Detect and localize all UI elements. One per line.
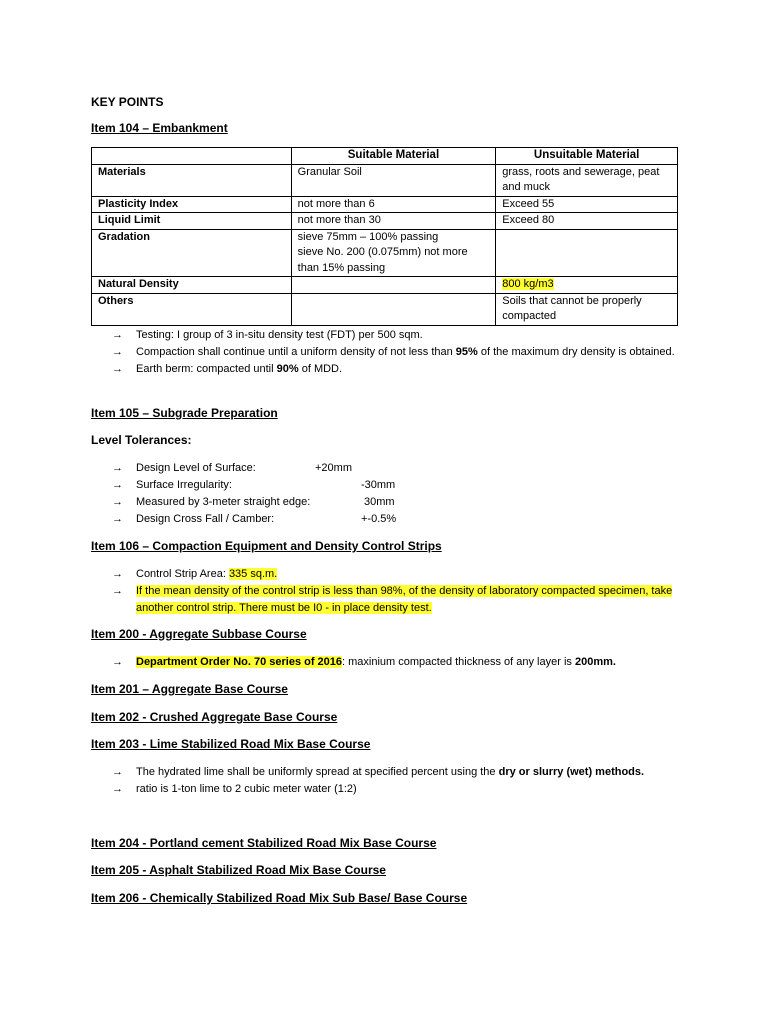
item-203-title: Item 203 - Lime Stabilized Road Mix Base Course <box>91 737 371 751</box>
table-cell-suitable: Granular Soil <box>291 164 496 196</box>
embankment-material-table <box>91 147 678 326</box>
table-cell-suitable: not more than 30 <box>291 213 496 230</box>
bullet-bold: 200mm. <box>574 656 616 668</box>
arrow-icon: → <box>112 766 123 778</box>
tolerance-value: -30mm <box>361 479 396 491</box>
bullet-text: of MDD. <box>298 363 343 375</box>
list-item <box>112 344 682 361</box>
list-item <box>112 460 682 477</box>
table-cell-unsuitable: Exceed 55 <box>496 196 678 213</box>
bullet-text: The hydrated lime shall be uniformly spread at specified percent using the <box>136 766 499 778</box>
item-105-title: Item 105 – Subgrade Preparation <box>91 406 278 420</box>
highlighted-density: 800 kg/m3 <box>502 278 554 290</box>
item-204-title: Item 204 - Portland cement Stabilized Road Mix Base Course <box>91 836 437 850</box>
list-item <box>112 327 682 344</box>
table-cell-suitable <box>291 277 496 294</box>
arrow-icon: → <box>112 479 123 491</box>
bullet-text: of the maximum dry density is obtained. <box>477 346 675 358</box>
list-item <box>112 583 682 617</box>
item-202-title: Item 202 - Crushed Aggregate Base Course <box>91 710 338 724</box>
tolerance-label: Surface Irregularity: <box>136 479 232 491</box>
tolerance-label: Design Cross Fall / Camber: <box>136 513 275 525</box>
arrow-icon: → <box>112 462 123 474</box>
level-tolerances-heading: Level Tolerances: <box>91 433 192 447</box>
highlighted-text: 335 sq.m. <box>228 568 278 580</box>
table-row-label: Materials <box>92 164 292 196</box>
table-header-suitable: Suitable Material <box>291 148 496 165</box>
table-cell-unsuitable: grass, roots and sewerage, peat and muck <box>496 164 678 196</box>
table-cell-unsuitable: Soils that cannot be properly compacted <box>496 293 678 325</box>
table-cell-suitable <box>291 229 496 277</box>
table-cell-suitable: not more than 6 <box>291 196 496 213</box>
table-header-row <box>92 148 678 165</box>
bullet-bold: 90% <box>276 363 299 375</box>
list-item <box>112 781 682 798</box>
key-points-heading: KEY POINTS <box>91 95 164 109</box>
table-cell-suitable <box>291 293 496 325</box>
table-row <box>92 196 678 213</box>
gradation-line-2: sieve No. 200 (0.075mm) not more than 15% passing <box>297 246 468 274</box>
table-row-label: Gradation <box>92 229 292 277</box>
tolerance-value: +20mm <box>315 462 352 474</box>
arrow-icon: → <box>112 346 123 358</box>
list-item <box>112 361 682 378</box>
bullet-text: Control Strip Area: <box>136 568 229 580</box>
bullet-bold: 95% <box>455 346 478 358</box>
item-106-bullets <box>112 566 682 617</box>
table-cell-unsuitable <box>496 277 678 294</box>
table-row-label: Liquid Limit <box>92 213 292 230</box>
item-104-title: Item 104 – Embankment <box>91 121 228 135</box>
table-header-unsuitable: Unsuitable Material <box>496 148 678 165</box>
tolerance-label: Design Level of Surface: <box>136 462 256 474</box>
highlighted-text: If the mean density of the control strip is less than 98%, of the density of laboratory compacted specimen, take another control strip. There must be I0 - in place density test. <box>136 585 673 614</box>
list-item <box>112 764 682 781</box>
arrow-icon: → <box>112 329 123 341</box>
item-203-bullets <box>112 764 682 798</box>
table-row-label: Others <box>92 293 292 325</box>
bullet-text: Testing: I group of 3 in-situ density test (FDT) per 500 sqm. <box>136 329 423 341</box>
table-row <box>92 164 678 196</box>
item-106-title: Item 106 – Compaction Equipment and Density Control Strips <box>91 539 442 553</box>
bullet-text: Compaction shall continue until a uniform density of not less than <box>136 346 456 358</box>
tolerance-value: +-0.5% <box>361 513 397 525</box>
arrow-icon: → <box>112 568 123 580</box>
arrow-icon: → <box>112 513 123 525</box>
list-item <box>112 566 682 583</box>
table-header-blank <box>92 148 292 165</box>
list-item <box>112 494 682 511</box>
item-206-title: Item 206 - Chemically Stabilized Road Mix Sub Base/ Base Course <box>91 891 468 905</box>
highlighted-text: Department Order No. 70 series of 2016 <box>136 656 343 668</box>
tolerance-label: Measured by 3-meter straight edge: <box>136 496 311 508</box>
table-row <box>92 277 678 294</box>
table-row <box>92 229 678 277</box>
item-104-bullets <box>112 327 682 378</box>
bullet-text: Earth berm: compacted until <box>136 363 277 375</box>
table-row <box>92 293 678 325</box>
table-row <box>92 213 678 230</box>
tolerance-list <box>112 460 682 528</box>
list-item <box>112 511 682 528</box>
item-200-title: Item 200 - Aggregate Subbase Course <box>91 627 307 641</box>
bullet-bold: dry or slurry (wet) methods. <box>498 766 645 778</box>
item-200-bullets <box>112 654 682 671</box>
arrow-icon: → <box>112 363 123 375</box>
item-201-title: Item 201 – Aggregate Base Course <box>91 682 288 696</box>
table-cell-unsuitable: Exceed 80 <box>496 213 678 230</box>
arrow-icon: → <box>112 585 123 597</box>
table-cell-unsuitable <box>496 229 678 277</box>
arrow-icon: → <box>112 496 123 508</box>
arrow-icon: → <box>112 783 123 795</box>
table-row-label: Natural Density <box>92 277 292 294</box>
bullet-text: : maxinium compacted thickness of any layer is <box>342 656 575 668</box>
arrow-icon: → <box>112 656 123 668</box>
bullet-text: ratio is 1-ton lime to 2 cubic meter water (1:2) <box>136 783 357 795</box>
table-row-label: Plasticity Index <box>92 196 292 213</box>
tolerance-value: 30mm <box>364 496 395 508</box>
gradation-line-1: sieve 75mm – 100% passing <box>297 230 439 243</box>
item-205-title: Item 205 - Asphalt Stabilized Road Mix Base Course <box>91 863 386 877</box>
list-item <box>112 654 682 671</box>
list-item <box>112 477 682 494</box>
